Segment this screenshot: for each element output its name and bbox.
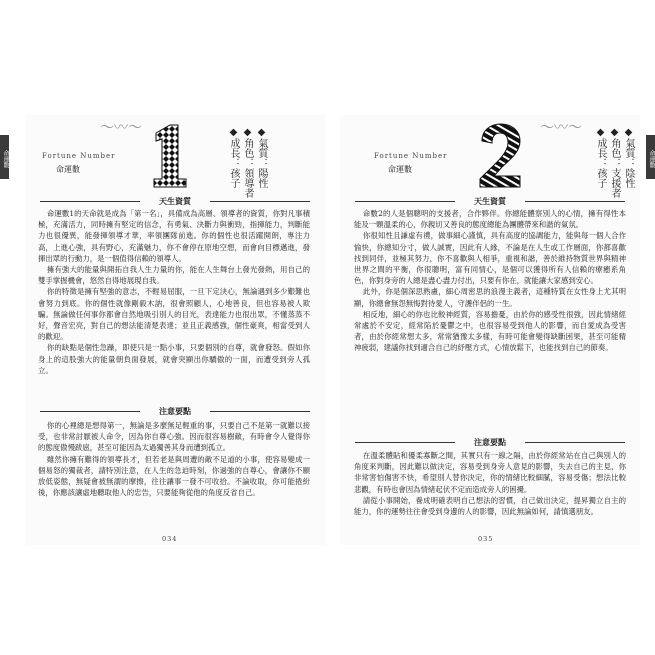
left-s2-paragraph: 你的心裡總是想得第一，無論是多麼無足輕重的事，只要自己不是第一就難以接受，也非常討厭被人命令，因為你自尊心強。因而很容易樹敵，有時會令人覺得你的態度傲慢跋扈，甚至可能因為太過獨善其身而遭到孤立。: [38, 421, 310, 453]
left-attr-growth: ◆成長：孩子: [228, 127, 239, 188]
right-decorative-swirl-icon: ～〰～: [540, 120, 582, 136]
right-section2-body: [354, 450, 626, 517]
right-attr-role: ◆角色：支援者: [609, 127, 620, 198]
right-section1-body: [354, 208, 626, 354]
right-fortune-number-cn: 命運數: [388, 165, 412, 174]
left-s1-paragraph: 你的缺點是個性急躁，即使只是一點小事，只要個別的自尊，就會發怒。假如你身上的這股強大的能量朝負面發展，就會突顯出你驕傲的一面，而遭受到旁人孤立。: [38, 343, 310, 375]
left-section1-title: 天生資質: [159, 196, 191, 206]
right-s1-paragraph: 相反地，細心的你也比較神經質，容易擔憂，由於你的感受性很強，因此情緒經常處於不安定，經常陷於憂鬱之中，也很容易受到他人的影響，而自愛成為受害者，由於你經常想太多，常常猶豫太多樣，有時可能會變得缺斷困果，甚至可能精神疲弱，建議你找到適合自己的紓壓方式，心情放鬆下，也能找到自己的節奏。: [354, 309, 626, 353]
left-decorative-swirl-icon: ～〰～: [100, 120, 142, 136]
right-s2-paragraph: 在溫柔體貼和優柔寡斷之間，其實只有一線之隔，由於你經常站在自己與別人的角度來判斷，因此難以做決定，容易受到身旁人意見的影響，失去自己的主見，你非常害怕傷害不快，希望別人替你決定，你的情緒比較細膩，容易受傷；想法比較悲觀，有時也會因為情緒起伏不定而造成旁人的困擾。: [354, 451, 626, 494]
left-fortune-number-en: Fortune Number: [42, 152, 116, 160]
left-section1-rule-right: [210, 201, 310, 202]
left-attr-role: ◆角色：領導者: [242, 127, 253, 198]
right-page-number: 035: [478, 535, 494, 543]
right-section2-title: 注意要點: [474, 437, 506, 447]
left-number-one-graphic: [148, 123, 188, 188]
left-fortune-number-cn: 命運數: [56, 165, 80, 174]
left-page-number: 034: [162, 535, 178, 543]
left-section1-body: [38, 208, 310, 376]
right-s2-paragraph: 請從小事開始，養成明確表明自己想法的習慣，自己做出決定，提昇獨立自主的能力，你的運勢往往會受到身邊的人的影響，因此無論如何，請慎選朋友。: [354, 495, 626, 517]
right-s1-paragraph: 命數2的人是個聰明的支援者，合作夥伴。你總能體察別人的心情，擁有得性本能及一顆溫柔的心，你親切又善良的態度總能為團體帶來和諧的氣氛。: [354, 209, 626, 230]
left-s1-paragraph: 你的特徵是擁有堅強的意志，不輕易屈服，一旦下定決心，無論遇到多少艱難也會努力到底。你的個性就像剛毅木訥，很會照顧人，心地善良，但也容易被人欺騙。無論做任何事你都會自然地吸引別人的目光，表達能力也很出眾，不懂蒸蒸不好，聲音宏亮，對自己的想法能清楚表達；並且正義感強，個性豪爽，相當受到人的歡迎。: [38, 287, 310, 342]
right-fortune-number-en: Fortune Number: [374, 152, 448, 160]
left-s1-paragraph: 命運數1的天命就是成為「第一名」，具備成為高層、領導者的資質，你對凡事積極，充滿活力，同時擁有堅定的信念，有勇氣、決斷力與衝勁，指揮能力，判斷能力也很優異，能發揮領導才華，率領團隊前進。你的個性也很活躍開朗，專注力高，上進心強，具有野心，充滿魅力，你不會停在原地空想，而會向目標邁進，發揮出眾的行動力，是一個值得信賴的領導人。: [38, 209, 310, 263]
left-section2-title: 注意要點: [159, 406, 191, 416]
right-section2-rule-right: [525, 442, 625, 443]
left-section2-body: [38, 420, 310, 498]
right-section1-title: 天生資質: [474, 196, 506, 206]
left-s2-paragraph: 雖然你擁有難得的領導長才，但若老是與周遭的敵不足道的小事，使容易變成一個易怒的獨裁者，請特別注意，在人生的急迫時刻，你過強的自尊心，會讓你不願放低姿態，無疑會被無謂的摩擦，往往讓事一發不可收拾。不論收取，你可能捲紛後，你應該讓虛地聽取他人的忠告，只要能夠從他的角度反省自己。: [38, 454, 310, 498]
right-s1-paragraph: 此外，你是個深思熟慮，細心周密思的浪漫主義者，這種特質在女性身上尤其明顯，你總會無怨無悔對待愛人，守護伴侶的一生。: [354, 287, 626, 308]
right-side-tab: 命運數: [646, 135, 655, 179]
right-attr-growth: ◆成長：孩子: [595, 127, 606, 188]
right-number-two-graphic: [476, 123, 524, 188]
left-attr-temperament: ◆氣質：陽性: [256, 127, 267, 188]
left-side-tab: 命運數: [0, 135, 9, 179]
left-section2-rule-right: [210, 411, 310, 412]
right-section1-rule-right: [525, 201, 625, 202]
right-s1-paragraph: 你很知性且謙虛有禮，做事細心謹慎，具有高度的協調能力，能與每一個人合作愉快，你總知分寸，做人誠實，因此有人緣，不論是在人生或工作層面，你都喜歡找到同伴，並極其努力，你不喜歡與人相爭，重視和諧，善於維持物質世界與精神世界之間的平衡，你很聰明，富有同情心，是個可以獲得所有人信賴的療癒系角色，你對身旁的人總是盡心盡力付出，只要有你在，就能讓大家感到安心。: [354, 231, 626, 286]
right-attr-temperament: ◆氣質：陰性: [623, 127, 634, 188]
left-s1-paragraph: 擁有強大的能量與開拓自我人生力量的你，能在人生舞台上發光發熱，用自己的雙手掌握機會，悠然自得地展現自我。: [38, 265, 310, 286]
